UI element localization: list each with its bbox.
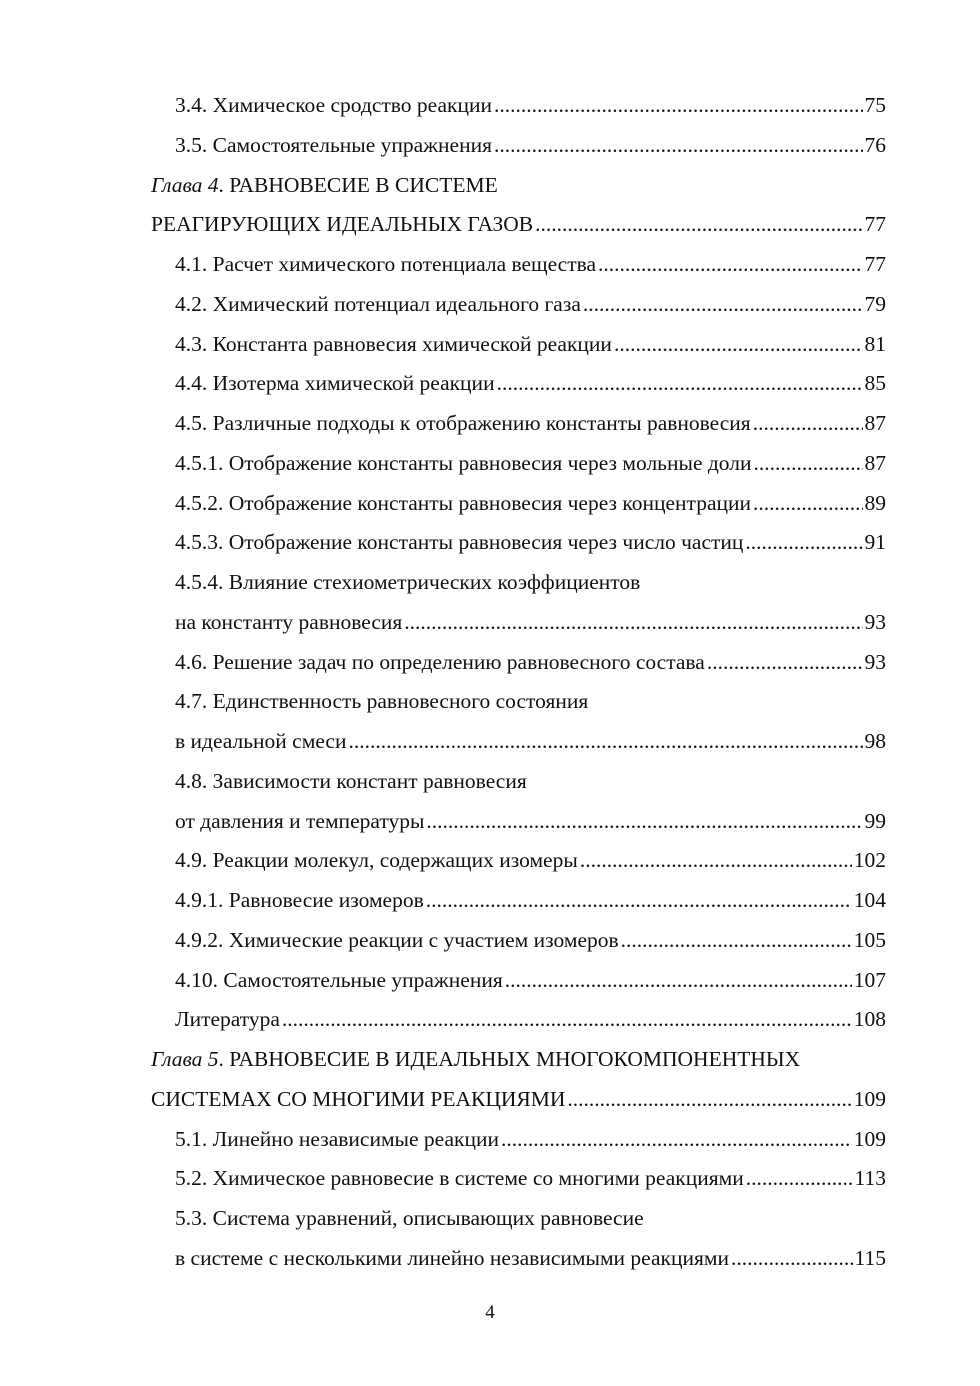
toc-entry: [0, 245, 980, 285]
dot-leader: [426, 802, 862, 842]
toc-entry: [0, 762, 980, 802]
chapter-label: Глава 5: [151, 1047, 219, 1071]
toc-entry-title: 4.5. Различные подходы к отображению константы равновесия: [175, 411, 751, 435]
toc-entry-page: 76: [864, 132, 886, 157]
toc-entry-title: на константу равновесия: [175, 609, 403, 634]
dot-leader: [614, 325, 863, 365]
toc-entry-title: 4.7. Единственность равновесного состояния: [175, 689, 589, 714]
toc-entry-page: 89: [864, 490, 886, 515]
toc-entry: [0, 1120, 980, 1160]
toc-entry-page: 105: [853, 927, 886, 952]
toc-entry-title: 4.9. Реакции молекул, содержащих изомеры: [175, 848, 578, 873]
dot-leader: [494, 86, 863, 126]
table-of-contents: [0, 86, 980, 1279]
toc-entry: [0, 722, 980, 762]
toc-entry: [0, 961, 980, 1001]
toc-entry: [0, 1159, 980, 1199]
toc-entry-page: 107: [853, 967, 886, 992]
toc-entry-title: 4.10. Самостоятельные упражнения: [175, 967, 503, 992]
toc-entry: [0, 404, 980, 444]
toc-entry: [0, 563, 980, 603]
toc-entry-page: 104: [853, 888, 886, 912]
dot-leader: [754, 444, 863, 484]
toc-chapter-heading: [0, 166, 980, 206]
toc-entry: [0, 364, 980, 404]
toc-entry-title: 5.2. Химическое равновесие в системе со многими реакциями: [175, 1166, 744, 1191]
toc-entry-title: 4.5.2. Отображение константы равновесия через концентрации: [175, 490, 752, 515]
toc-entry: [0, 1239, 980, 1279]
dot-leader: [621, 921, 852, 961]
toc-entry: [0, 682, 980, 722]
toc-entry-title: 5.1. Линейно независимые реакции: [175, 1126, 499, 1151]
toc-entry: [0, 603, 980, 643]
toc-entry-page: 93: [864, 649, 886, 674]
dot-leader: [707, 643, 863, 683]
toc-entry-title: от давления и температуры: [175, 808, 425, 833]
toc-entry-title: 4.5.3. Отображение константы равновесия через число частиц: [175, 530, 744, 555]
toc-entry-title: 4.8. Зависимости констант равновесия: [175, 768, 527, 793]
dot-leader: [753, 404, 863, 444]
dot-leader: [497, 364, 863, 404]
dot-leader: [753, 484, 862, 524]
toc-entry-title: 4.9.1. Равновесие изомеров: [175, 888, 424, 912]
toc-entry-page: 87: [864, 450, 886, 475]
toc-entry-title: 4.1. Расчет химического потенциала вещества: [175, 252, 597, 276]
toc-entry-title: РЕАГИРУЮЩИХ ИДЕАЛЬНЫХ ГАЗОВ: [151, 212, 534, 237]
toc-entry-page: 102: [853, 848, 886, 873]
toc-entry-page: 75: [864, 93, 886, 117]
dot-leader: [505, 961, 852, 1001]
dot-leader: [426, 881, 852, 921]
toc-entry-title: 4.5.1. Отображение константы равновесия через мольные доли: [175, 450, 752, 475]
chapter-title: . РАВНОВЕСИЕ В СИСТЕМЕ: [218, 172, 498, 197]
toc-entry: [0, 841, 980, 881]
toc-entry-page: 108: [853, 1007, 886, 1032]
dot-leader: [583, 285, 863, 325]
toc-entry-title: 4.4. Изотерма химической реакции: [175, 371, 495, 396]
toc-entry: [0, 325, 980, 365]
dot-leader: [567, 1080, 851, 1120]
toc-entry: [0, 1199, 980, 1239]
toc-entry-title: 3.4. Химическое сродство реакции: [175, 93, 492, 117]
dot-leader: [535, 205, 862, 245]
toc-entry-title: 4.9.2. Химические реакции с участием изомеров: [175, 927, 619, 952]
dot-leader: [745, 523, 862, 563]
toc-entry: [0, 523, 980, 563]
toc-entry-page: 85: [864, 371, 886, 396]
toc-entry-title: в идеальной смеси: [175, 729, 347, 753]
toc-entry-title: 4.2. Химический потенциал идеального газа: [175, 291, 581, 316]
dot-leader: [746, 1159, 853, 1199]
toc-entry-page: 98: [864, 729, 886, 753]
toc-entry-title: в системе с несколькими линейно независимыми реакциями: [175, 1245, 729, 1270]
toc-entry: [0, 484, 980, 524]
toc-entry-page: 113: [854, 1166, 886, 1191]
toc-entry: [0, 881, 980, 921]
dot-leader: [494, 126, 863, 166]
chapter-label: Глава 4: [151, 172, 219, 197]
toc-entry: [0, 1080, 980, 1120]
toc-entry-title: 5.3. Система уравнений, описывающих равновесие: [175, 1206, 644, 1230]
toc-entry-title: 3.5. Самостоятельные упражнения: [175, 132, 492, 157]
toc-entry: [0, 643, 980, 683]
toc-entry: [0, 802, 980, 842]
dot-leader: [348, 722, 862, 762]
dot-leader: [501, 1120, 852, 1160]
toc-entry: [0, 444, 980, 484]
toc-entry-page: 77: [864, 252, 886, 276]
dot-leader: [282, 1000, 852, 1040]
toc-entry-page: 79: [864, 291, 886, 316]
chapter-title: . РАВНОВЕСИЕ В ИДЕАЛЬНЫХ МНОГОКОМПОНЕНТНЫХ: [218, 1047, 801, 1071]
toc-entry: [0, 126, 980, 166]
toc-entry-page: 87: [864, 411, 886, 435]
toc-entry-title: СИСТЕМАХ СО МНОГИМИ РЕАКЦИЯМИ: [151, 1086, 566, 1111]
toc-entry-page: 99: [864, 808, 886, 833]
toc-entry-page: 91: [864, 530, 886, 555]
toc-entry-page: 115: [854, 1245, 886, 1270]
toc-entry-title: 4.5.4. Влияние стехиометрических коэффициентов: [175, 570, 641, 594]
toc-entry-page: 81: [864, 331, 886, 356]
dot-leader: [580, 841, 852, 881]
toc-entry: [0, 285, 980, 325]
page-number: 4: [485, 1302, 495, 1323]
toc-entry: [0, 921, 980, 961]
dot-leader: [731, 1239, 853, 1279]
dot-leader: [598, 245, 862, 285]
toc-entry-title: Литература: [175, 1007, 280, 1032]
toc-entry-page: 93: [864, 609, 886, 634]
toc-entry-page: 109: [853, 1086, 886, 1111]
toc-entry-title: 4.6. Решение задач по определению равновесного состава: [175, 649, 705, 674]
toc-entry: [0, 86, 980, 126]
toc-entry-page: 77: [864, 212, 886, 237]
dot-leader: [404, 603, 862, 643]
toc-chapter-heading: [0, 1040, 980, 1080]
toc-entry: [0, 205, 980, 245]
toc-entry-page: 109: [853, 1126, 886, 1151]
toc-entry-title: 4.3. Константа равновесия химической реакции: [175, 331, 612, 356]
toc-entry: [0, 1000, 980, 1040]
